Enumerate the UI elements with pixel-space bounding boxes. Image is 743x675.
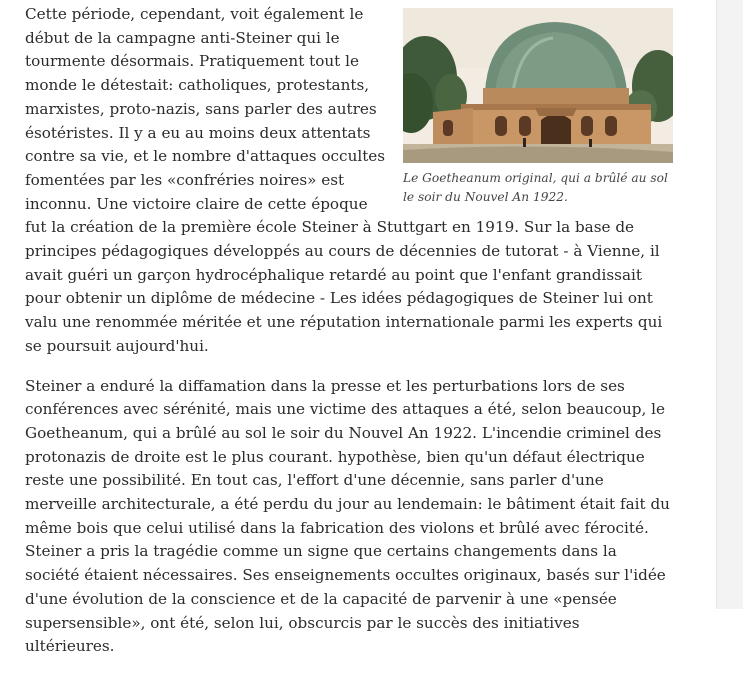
goetheanum-figure [403, 8, 673, 206]
paragraph-1: Cette période, cependant, voit également le début de la campagne anti-Steiner qui le tourmente désormais. Pratiquement tout le monde le détestait: catholiques, protestants, marxistes, proto-nazis, sans parler des autres ésotéristes. Il y a eu au moins deux attentats contre sa vie, et le nombre d'attaques occultes fomentées par les «confréries noires» est inconnu. Une victoire claire de cette époque fut la création de la première école Steiner à Stuttgart en 1919. Sur la base de principes pédagogiques développés au cours de décennies de tutorat - à Vienne, il avait guéri un garçon hydrocéphalique retardé au point que l'enfant grandissait pour obtenir un diplôme de médecine - Les idées pédagogiques de Steiner lui ont valu une renommée méritée et une réputation internationale parmi les experts qui se poursuit aujourd'hui. [25, 5, 663, 355]
right-scroll-edge [716, 0, 743, 609]
goetheanum-photo [403, 8, 673, 163]
paragraph-2: Steiner a enduré la diffamation dans la presse et les perturbations lors de ses conférences avec sérénité, mais une victime des attaques a été, selon beaucoup, le Goetheanum, qui a brûlé au sol le soir du Nouvel An 1922. L'incendie criminel des protonazis de droite est le plus courant. hypothèse, bien qu'un défaut électrique reste une possibilité. En tout cas, l'effort d'une décennie, sans parler d'une merveille architecturale, a été perdu du jour au lendemain: le bâtiment était fait du même bois que celui utilisé dans la fabrication des violons et brûlé avec férocité. Steiner a pris la tragédie comme un signe que certains changements dans la société étaient nécessaires. Ses enseignements occultes originaux, basés sur l'idée d'une évolution de la conscience et de la capacité de parvenir à une «pensée supersensible», ont été, selon lui, obscurcis par le succès des initiatives ultérieures. [25, 376, 670, 656]
figure-caption: Le Goetheanum original, qui a brûlé au sol le soir du Nouvel An 1922. [403, 171, 668, 204]
article-body [25, 3, 673, 675]
